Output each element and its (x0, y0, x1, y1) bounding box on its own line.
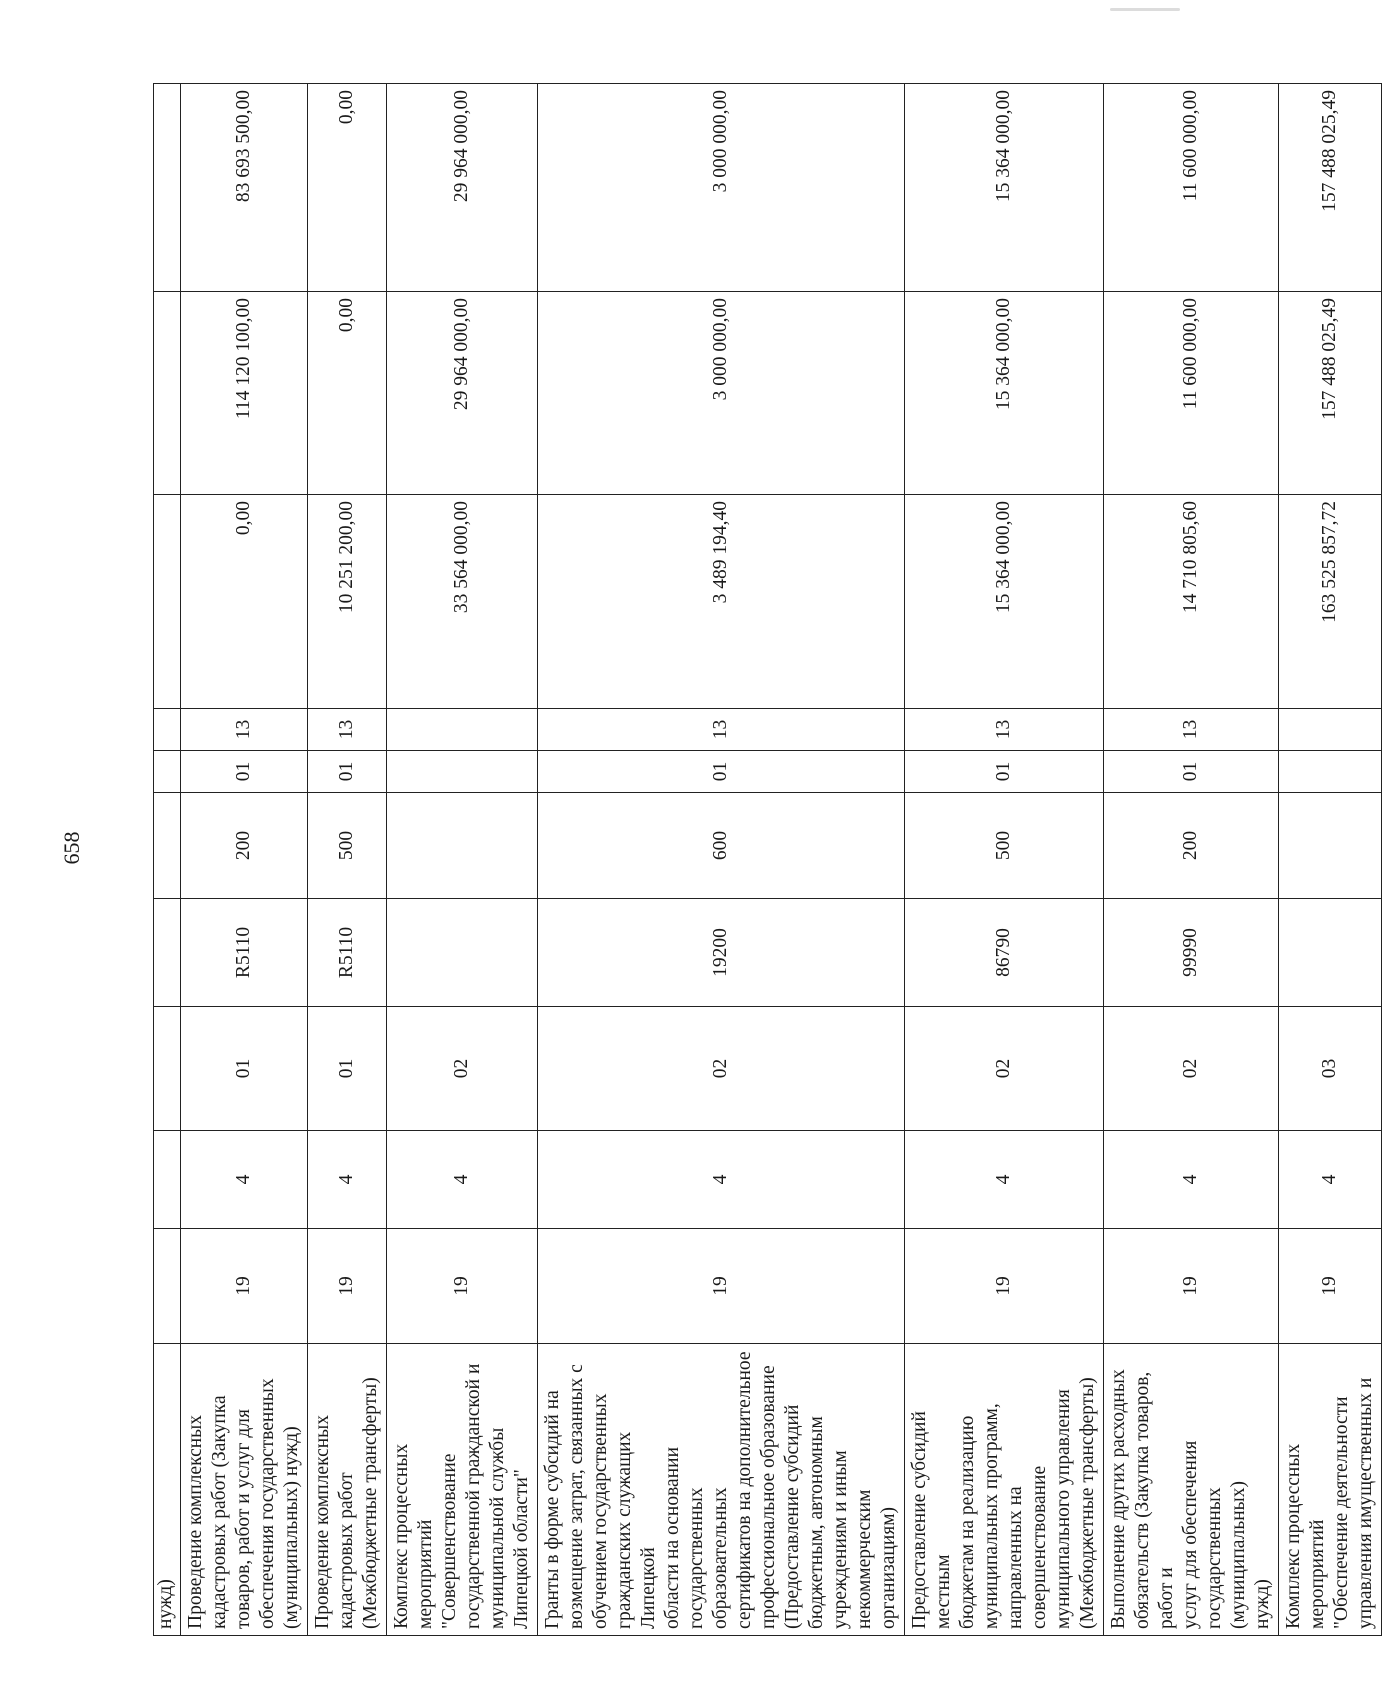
ministry-code: 19 (905, 1229, 1104, 1344)
empty-cell (154, 1131, 181, 1229)
target-article-code: R5110 (181, 899, 308, 1007)
subsection-code: 13 (181, 709, 308, 751)
section-code: 01 (308, 751, 387, 793)
empty-cell (154, 709, 181, 751)
ministry-code: 19 (387, 1229, 538, 1344)
amount-year-1: 15 364 000,00 (905, 495, 1104, 709)
subprogram-code: 02 (387, 1007, 538, 1131)
row-name: Проведение комплексных кадастровых работ (Межбюджетные трансферты) (308, 1344, 387, 1636)
row-name: Комплекс процессных мероприятий "Обеспечение деятельности управления имущественных и (1279, 1344, 1382, 1636)
empty-cell (154, 495, 181, 709)
amount-year-1: 163 525 857,72 (1279, 495, 1382, 709)
table-row (1104, 84, 1279, 1636)
amount-year-2: 29 964 000,00 (387, 292, 538, 495)
amount-year-1: 0,00 (181, 495, 308, 709)
amount-year-1: 33 564 000,00 (387, 495, 538, 709)
program-code: 4 (1279, 1131, 1382, 1229)
empty-cell (154, 84, 181, 292)
target-article-code: 86790 (905, 899, 1104, 1007)
empty-cell (154, 899, 181, 1007)
expense-type-code (1279, 793, 1382, 899)
subsection-code: 13 (538, 709, 905, 751)
amount-year-1: 14 710 805,60 (1104, 495, 1279, 709)
ministry-code: 19 (308, 1229, 387, 1344)
page-number: 658 (59, 831, 84, 865)
section-code: 01 (905, 751, 1104, 793)
amount-year-2: 3 000 000,00 (538, 292, 905, 495)
subprogram-code: 02 (905, 1007, 1104, 1131)
program-code: 4 (905, 1131, 1104, 1229)
target-article-code: 99990 (1104, 899, 1279, 1007)
expense-type-code: 200 (181, 793, 308, 899)
row-name: Предоставление субсидий местным бюджетам на реализацию муниципальных программ, направленных на совершенствование муниципального управления (Межбюджетные трансферты) (905, 1344, 1104, 1636)
subsection-code (1279, 709, 1382, 751)
expense-type-code: 600 (538, 793, 905, 899)
empty-cell (154, 1007, 181, 1131)
subprogram-code: 02 (1104, 1007, 1279, 1131)
amount-year-3: 11 600 000,00 (1104, 84, 1279, 292)
expense-type-code: 500 (905, 793, 1104, 899)
program-code: 4 (181, 1131, 308, 1229)
table-row (154, 84, 181, 1636)
target-article-code (387, 899, 538, 1007)
row-name: Выполнение других расходных обязательств (Закупка товаров, работ и услуг для обеспечения государственных (муниципальных) нужд) (1104, 1344, 1279, 1636)
subprogram-code: 03 (1279, 1007, 1382, 1131)
row-name: Комплекс процессных мероприятий "Совершенствование государственной гражданской и муниципальной службы Липецкой области" (387, 1344, 538, 1636)
table-row (905, 84, 1104, 1636)
subsection-code: 13 (905, 709, 1104, 751)
subsection-code: 13 (308, 709, 387, 751)
program-code: 4 (308, 1131, 387, 1229)
amount-year-1: 10 251 200,00 (308, 495, 387, 709)
amount-year-2: 157 488 025,49 (1279, 292, 1382, 495)
expense-type-code (387, 793, 538, 899)
rotated-page (153, 84, 1376, 1636)
empty-cell (154, 292, 181, 495)
subsection-code (387, 709, 538, 751)
table-row (538, 84, 905, 1636)
ministry-code: 19 (538, 1229, 905, 1344)
amount-year-2: 0,00 (308, 292, 387, 495)
scan-artifact (1110, 8, 1180, 11)
target-article-code (1279, 899, 1382, 1007)
amount-year-1: 3 489 194,40 (538, 495, 905, 709)
section-code (1279, 751, 1382, 793)
section-code (387, 751, 538, 793)
row-name: Проведение комплексных кадастровых работ (Закупка товаров, работ и услуг для обеспечения государственных (муниципальных) нужд) (181, 1344, 308, 1636)
program-code: 4 (1104, 1131, 1279, 1229)
section-code: 01 (538, 751, 905, 793)
amount-year-3: 3 000 000,00 (538, 84, 905, 292)
row-name: нужд) (154, 1344, 181, 1636)
target-article-code: R5110 (308, 899, 387, 1007)
table-row (181, 84, 308, 1636)
amount-year-3: 83 693 500,00 (181, 84, 308, 292)
subsection-code: 13 (1104, 709, 1279, 751)
amount-year-3: 29 964 000,00 (387, 84, 538, 292)
empty-cell (154, 751, 181, 793)
table-row (387, 84, 538, 1636)
program-code: 4 (538, 1131, 905, 1229)
section-code: 01 (181, 751, 308, 793)
subprogram-code: 02 (538, 1007, 905, 1131)
empty-cell (154, 1229, 181, 1344)
amount-year-3: 157 488 025,49 (1279, 84, 1382, 292)
ministry-code: 19 (181, 1229, 308, 1344)
subprogram-code: 01 (181, 1007, 308, 1131)
amount-year-3: 15 364 000,00 (905, 84, 1104, 292)
empty-cell (154, 793, 181, 899)
program-code: 4 (387, 1131, 538, 1229)
amount-year-3: 0,00 (308, 84, 387, 292)
ministry-code: 19 (1279, 1229, 1382, 1344)
amount-year-2: 15 364 000,00 (905, 292, 1104, 495)
target-article-code: 19200 (538, 899, 905, 1007)
table-row (308, 84, 387, 1636)
amount-year-2: 114 120 100,00 (181, 292, 308, 495)
row-name: Гранты в форме субсидий на возмещение затрат, связанных с обучением государственных гражданских служащих Липецкой области на основании государственных образовательных сертификатов на дополнительное профессиональное образование (Предоставление субсидий бюджетным, автономным учреждениям и иным некоммерческим организациям) (538, 1344, 905, 1636)
ministry-code: 19 (1104, 1229, 1279, 1344)
amount-year-2: 11 600 000,00 (1104, 292, 1279, 495)
budget-table (153, 83, 1382, 1636)
expense-type-code: 200 (1104, 793, 1279, 899)
expense-type-code: 500 (308, 793, 387, 899)
table-row (1279, 84, 1382, 1636)
subprogram-code: 01 (308, 1007, 387, 1131)
section-code: 01 (1104, 751, 1279, 793)
